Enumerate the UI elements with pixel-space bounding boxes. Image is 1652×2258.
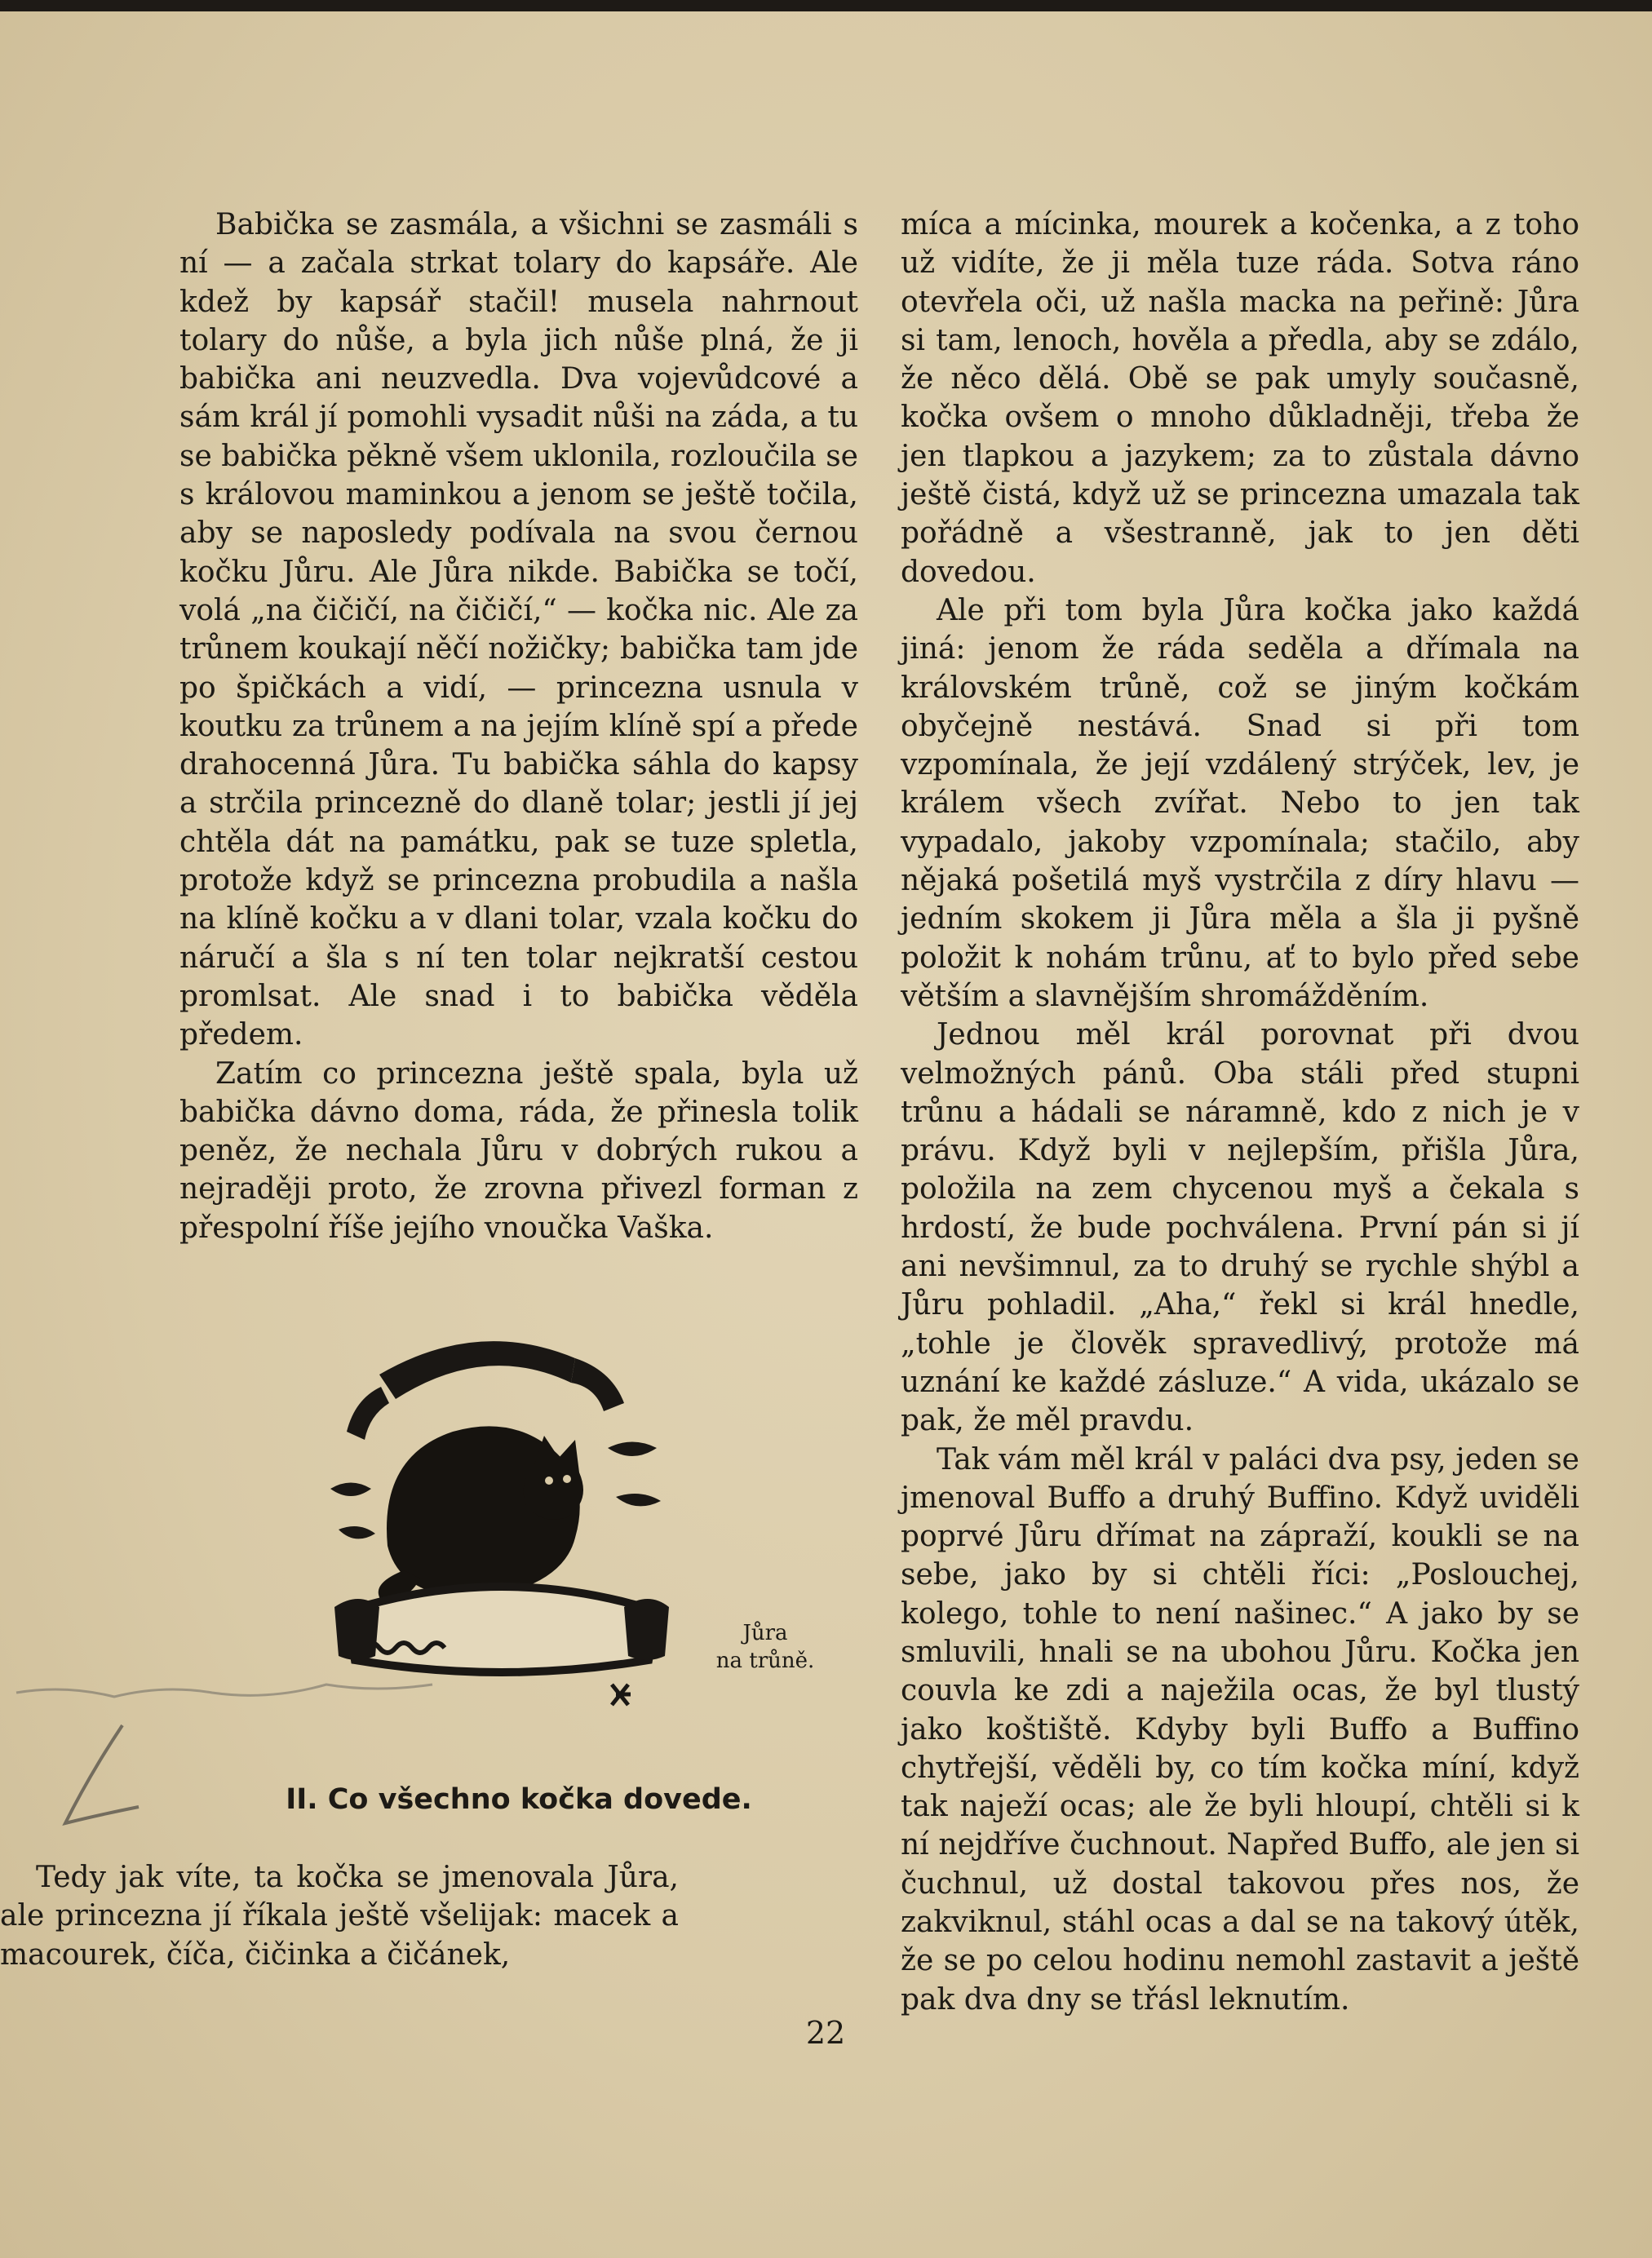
caption-line: na trůně. — [715, 1649, 815, 1673]
paragraph: Tak vám měl král v paláci dva psy, jeden se jmenoval Buffo a druhý Buffino. Když uviděli poprvé Jůru dřímat na zápraží, koukli se na sebe, jako by si chtěli říci: „Poslouchej, kolego, tohle to není našinec.“ A jako by se smluvili, hnali se na ubohou Jůru. Kočka jen couvla ke zdi a naježila ocas, že byl tlustý jako koštiště. Kdyby byli Buffo a Buffino chytřejší, věděli by, co tím kočka míní, když tak naježí ocas; ale že byli hloupí, chtěli si k ní nejdříve čuchnout. Napřed Buffo, ale jen si čuchnul, už dostal takovou přes nos, že zakviknul, stáhl ocas a dal se na takový útěk, že se po celou hodinu nemohl zastavit a ještě pak dva dny se třásl leknutím. — [901, 1442, 1579, 2017]
paragraph: Jednou měl král porovnat při dvou velmožných pánů. Oba stáli před stupni trůnu a hádali se náramně, kdo z nich je v právu. Když byli v nejlepším, přišla Jůra, položila na zem chycenou myš a čekala s hrdostí, že bude pochválena. První pán si jí ani nevšimnul, za to druhý se rychle shýbl a Jůru pohladil. „Aha,“ řekl si král hnedle, „tohle je člověk spravedlivý, protože má uznání ke každé zásluze.“ A vida, ukázalo se pak, že měl pravdu. — [901, 1018, 1579, 1438]
paragraph: Ale při tom byla Jůra kočka jako každá jiná: jenom že ráda seděla a dřímala na královském trůně, což se jiným kočkám obyčejně nestává. Snad si při tom vzpomínala, že její vzdálený strýček, lev, je králem všech zvířat. Nebo to jen tak vypadalo, jakoby vzpomínala; stačilo, aby nějaká pošetilá myš vystrčila z díry hlavu — jedním skokem ji Jůra měla a šla ji pyšně položit k nohám trůnu, ať to bylo před sebe větším a slavnějším shromážděním. — [901, 593, 1579, 1013]
paragraph: Zatím co princezna ještě spala, byla už babička dávno doma, ráda, že přinesla tolik peněz, že nechala Jůru v dobrých rukou a nejraději proto, že zrovna přivezl forman z přespolní říše jejího vnoučka Vaška. — [179, 1056, 858, 1245]
caption-line: Jůra — [742, 1621, 788, 1645]
paragraph: Tedy jak víte, ta kočka se jmenovala Jůra, ale princezna jí říkala ještě všelijak: macek a macourek, číča, čičinka a čičánek, — [0, 1861, 679, 1972]
right-column — [901, 206, 1579, 2019]
pencil-marginalia — [0, 1660, 571, 1848]
paragraph: Babička se zasmála, a všichni se zasmáli s ní — a začala strkat tolary do kapsáře. Ale kdež by kapsář stačil! musela nahrnout tolary do nůše, a byla jich nůše plná, že ji babička ani neuzvedla. Dva vojevůdcové a sám král jí pomohli vysadit nůši na záda, a tu se babička pěkně všem uklonila, rozloučila se s královou maminkou a jenom se ještě točila, aby se naposledy podívala na svou černou kočku Jůru. Ale Jůra nikde. Babička se točí, volá „na čičičí, na čičičí,“ — kočka nic. Ale za trůnem koukají něčí nožičky; babička tam jde po špičkách a vidí, — princezna usnula v koutku za trůnem a na jejím klíně spí a přede drahocenná Jůra. Tu babička sáhla do kapsy a strčila princezně do dlaně tolar; jestli jí jej chtěla dát na památku, pak se tuze spletla, protože když se princezna probudila a našla na klíně kočku a v dlani tolar, vzala kočku do náručí a šla s ní ten tolar nejkratší cestou promlsat. Ale snad i to babička věděla předem. — [179, 208, 858, 1052]
left-column — [179, 206, 858, 1247]
cat-on-throne-illustration — [330, 1326, 673, 1709]
paragraph: míca a mícinka, mourek a kočenka, a z toho už vidíte, že ji měla tuze ráda. Sotva ráno otevřela oči, už našla macka na peřině: Jůra si tam, lenoch, hověla a předla, aby se zdálo, že něco dělá. Obě se pak umyly současně, kočka ovšem o mnoho důkladněji, třeba že jen tlapkou a jazykem; za to zůstala dávno ještě čistá, když už se princezna umazala tak pořádně a všestranně, jak to jen děti dovedou. — [901, 208, 1579, 589]
illustration-caption — [700, 1619, 830, 1675]
chapter-opening — [0, 1858, 679, 1974]
chapter-title: II. Co všechno kočka dovede. — [286, 1783, 752, 1816]
page-number: 22 — [805, 2015, 846, 2051]
scan-edge — [0, 0, 1652, 11]
